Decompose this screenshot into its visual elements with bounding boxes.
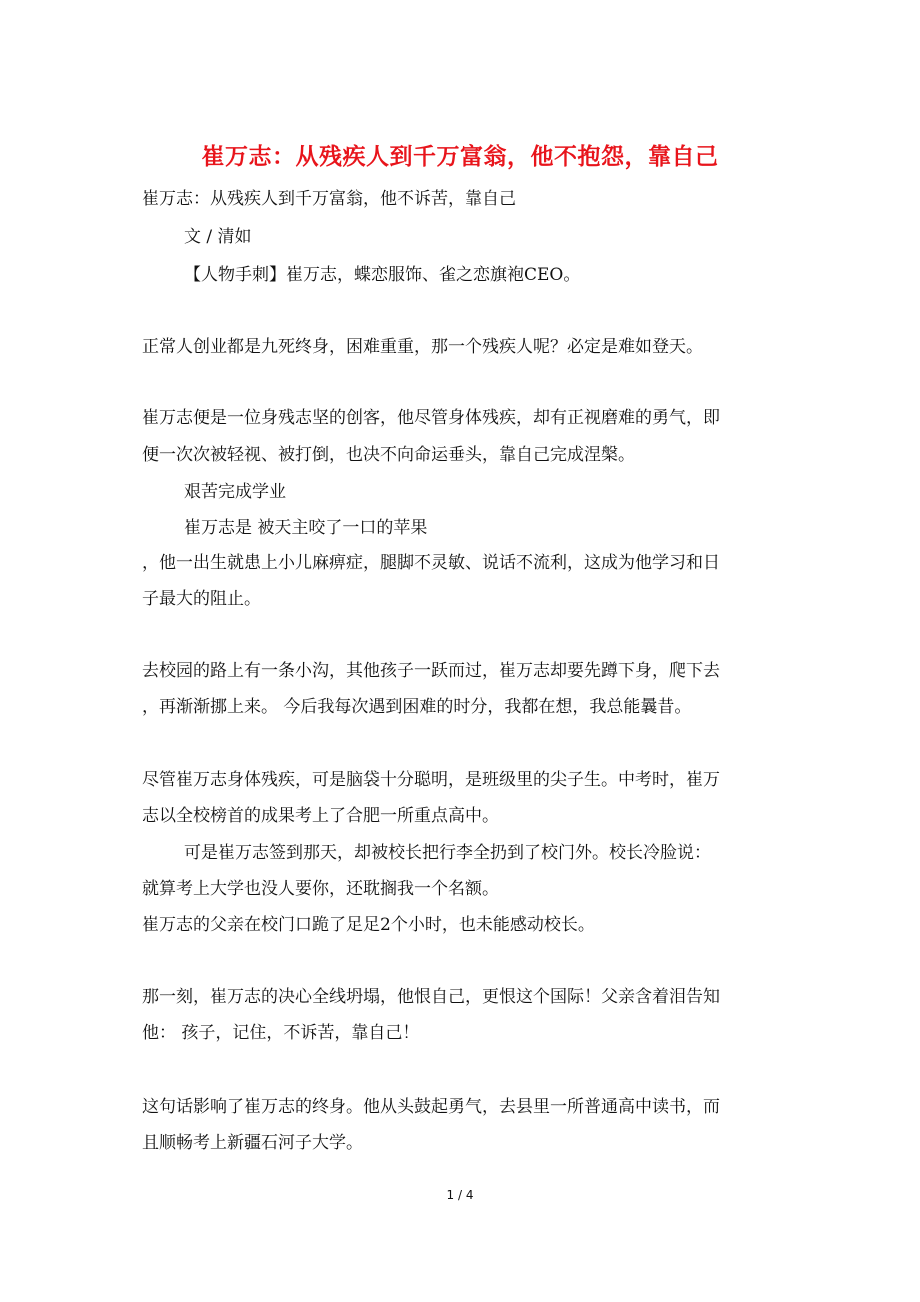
paragraph-line: 尽管崔万志身体残疾，可是脑袋十分聪明，是班级里的尖子生。中考时，崔万 — [142, 770, 720, 790]
paragraph-line: 可是崔万志签到那天，却被校长把行李全扔到了校门外。校长冷脸说： — [184, 843, 711, 863]
intro-line: 【人物手刺】崔万志，蝶恋服饰、雀之恋旗袍CEO。 — [184, 265, 581, 285]
section-heading: 艰苦完成学业 — [184, 482, 286, 502]
paragraph-line: 那一刻，崔万志的决心全线坍塌，他恨自己，更恨这个国际！父亲含着泪告知 — [142, 987, 720, 1007]
paragraph-line: 正常人创业都是九死终身，困难重重，那一个残疾人呢？必定是难如登天。 — [142, 337, 703, 357]
paragraph-line: 便一次次被轻视、被打倒，也决不向命运垂头，靠自己完成涅槃。 — [142, 445, 635, 465]
paragraph-line: 他： 孩子，记住，不诉苦，靠自己！ — [142, 1023, 420, 1043]
paragraph-line: 志以全校榜首的成果考上了合肥一所重点高中。 — [142, 806, 499, 826]
paragraph-line: 崔万志是 被天主咬了一口的苹果 — [184, 518, 428, 538]
paragraph-line: 这句话影响了崔万志的终身。他从头鼓起勇气，去县里一所普通高中读书，而 — [142, 1097, 720, 1117]
paragraph-line: ，他一出生就患上小儿麻痹症，腿脚不灵敏、说话不流利，这成为他学习和日 — [142, 553, 720, 573]
paragraph-line: 去校园的路上有一条小沟，其他孩子一跃而过，崔万志却要先蹲下身，爬下去 — [142, 661, 720, 681]
paragraph-line: 就算考上大学也没人要你，还耽搁我一个名额。 — [142, 879, 499, 899]
paragraph-line: 崔万志的父亲在校门口跪了足足2个小时，也未能感动校长。 — [142, 915, 595, 935]
subtitle-line: 崔万志：从残疾人到千万富翁，他不诉苦，靠自己 — [142, 189, 516, 209]
paragraph-line: 子最大的阻止。 — [142, 589, 261, 609]
paragraph-line: 且顺畅考上新疆石河子大学。 — [142, 1133, 363, 1153]
paragraph-line: ，再渐渐挪上来。 今后我每次遇到困难的时分，我都在想，我总能曩昔。 — [142, 697, 692, 717]
page-number: 1 / 4 — [446, 1188, 474, 1202]
author-line: 文 / 清如 — [184, 227, 252, 247]
paragraph-line: 崔万志便是一位身残志坚的创客，他尽管身体残疾，却有正视磨难的勇气，即 — [142, 408, 720, 428]
document-title: 崔万志：从残疾人到千万富翁，他不抱怨，靠自己 — [201, 143, 719, 170]
